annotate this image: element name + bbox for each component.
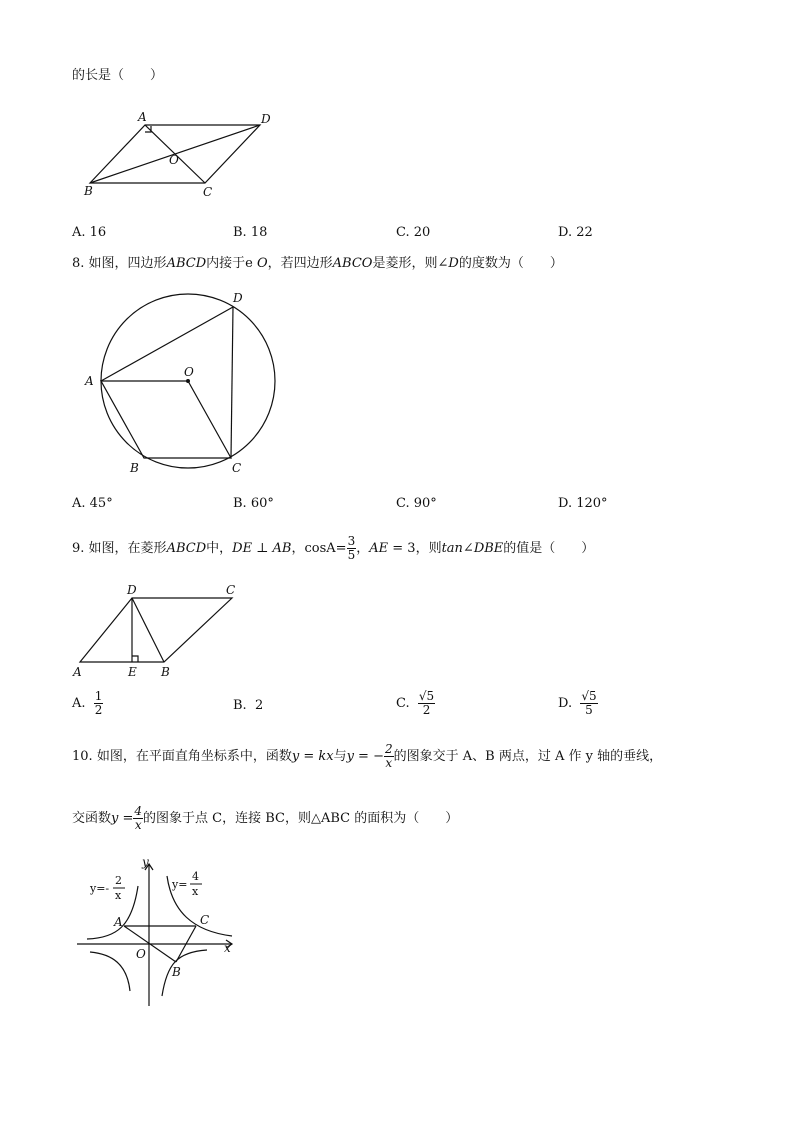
q8-circle-figure — [80, 288, 290, 478]
q8-label-b: B — [130, 461, 139, 475]
q7-option-b: B. 18 — [233, 225, 268, 240]
q10-axis-y-label: y — [142, 856, 149, 869]
q10-label-b: B — [172, 965, 181, 979]
q10-label-right-den: x — [192, 885, 199, 898]
q9-label-a: A — [73, 665, 82, 679]
q8-label-a: A — [85, 374, 94, 388]
q7-option-a: A. 16 — [72, 225, 107, 240]
q7-parallelogram-figure — [80, 108, 290, 203]
q7-label-d: D — [261, 112, 271, 126]
q7-option-c: C. 20 — [396, 225, 431, 240]
q8-label-c: C — [232, 461, 242, 475]
q7-option-d: D. 22 — [558, 225, 593, 240]
q10-question-line1: 10. 如图，在平面直角坐标系中，函数y = kx与y = − $\frac{2}{x}$ 的图象交于 A、B 两点，过 A 作 y 轴的垂线， — [72, 742, 663, 770]
q10-label-c: C — [200, 913, 210, 927]
q8-option-c: C. 90° — [396, 496, 437, 511]
q9-label-e: E — [128, 665, 137, 679]
q8-label-o: O — [184, 365, 194, 379]
q7-tail-text: 的长是（ ） — [72, 68, 164, 83]
q8-option-a: A. 45° — [72, 496, 113, 511]
q9-option-a: A. $\frac{1}{2}$ — [72, 689, 103, 717]
q8-option-b: B. 60° — [233, 496, 274, 511]
q10-question-line2: 交函数y = $\frac{4}{x}$ 的图象于点 C，连接 BC，则△ABC 的面积为（ ） — [72, 804, 459, 832]
q7-label-a: A — [138, 110, 147, 124]
q8-label-d: D — [233, 291, 243, 305]
q7-label-b: B — [84, 184, 93, 198]
q10-axis-x-label: x — [224, 941, 231, 955]
q10-label-o: O — [136, 947, 146, 961]
q9-label-b: B — [161, 665, 170, 679]
q9-label-c: C — [226, 583, 236, 597]
q10-label-left-pre: y=- — [90, 882, 110, 895]
q9-cos-fraction: $\frac{3}{5}$ — [347, 534, 356, 562]
q10-label-right-num: 4 — [192, 870, 199, 883]
q9-option-c: C. $\frac{√5}{2}$ — [396, 689, 435, 717]
q9-option-b: B. 2 — [233, 698, 264, 713]
q8-question-text: 8. 如图，四边形ABCD内接于e O，若四边形ABCO是菱形，则∠D的度数为（ ） — [72, 256, 563, 271]
q10-label-left-num: 2 — [115, 874, 122, 887]
q9-rhombus-figure — [70, 580, 250, 680]
q7-label-o: O — [169, 153, 179, 167]
q9-question-text: 9. 如图，在菱形ABCD中，DE ⊥ AB，cosA= $\frac{3}{5}$ ，AE = 3，则tan∠DBE的值是（ ） — [72, 534, 595, 562]
q10-label-right-pre: y= — [172, 878, 188, 891]
q9-label-d: D — [127, 583, 137, 597]
q8-option-d: D. 120° — [558, 496, 608, 511]
q7-label-c: C — [203, 185, 213, 199]
q10-label-left-den: x — [115, 889, 122, 902]
q10-coordinate-graph — [72, 856, 242, 1011]
q10-label-a: A — [114, 915, 123, 929]
q9-option-d: D. $\frac{√5}{5}$ — [558, 689, 597, 717]
